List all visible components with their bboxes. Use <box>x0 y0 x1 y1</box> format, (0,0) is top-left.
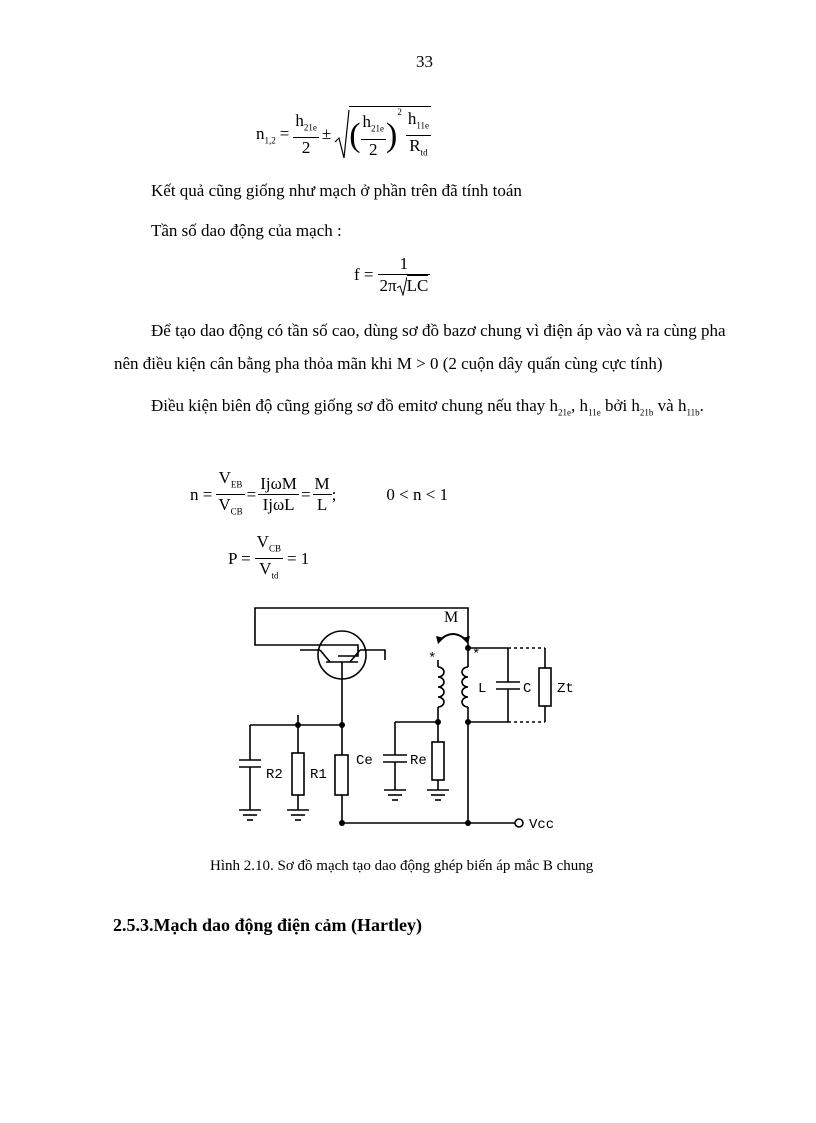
label-Vcc: Vcc <box>529 817 555 833</box>
r1-resistor <box>335 755 348 795</box>
formula1-den-b: 2 <box>369 139 378 159</box>
para4-c: bởi h <box>600 396 640 415</box>
label-M: M <box>444 609 459 626</box>
formula2-num: 1 <box>399 254 409 273</box>
sqrt-icon <box>334 108 350 160</box>
figure-caption: Hình 2.10. Sơ đồ mạch tạo dao động ghép biến áp mắc B chung <box>210 858 594 874</box>
paragraph-frequency: Tần số dao động của mạch : <box>151 221 342 240</box>
formula1-frac3 <box>406 109 431 163</box>
formula1-square: 2 <box>397 107 402 117</box>
formula4-num: V <box>256 532 269 551</box>
section-heading: 2.5.3.Mạch dao động điện cảm (Hartley) <box>113 915 422 935</box>
zt-load <box>539 668 551 706</box>
paragraph-high-freq-line1: Để tạo dao động có tần số cao, dùng sơ đồ bazơ chung vì điện áp vào và ra cùng pha <box>151 321 726 340</box>
label-R1: R1 <box>310 767 327 783</box>
label-Zt: Zt <box>557 681 574 697</box>
formula3-vcb-sub: CB <box>230 506 243 517</box>
formula3-semicolon: ; <box>331 484 337 504</box>
formula-p <box>228 532 309 586</box>
formula4-rhs: = 1 <box>286 548 310 568</box>
formula3-lhs: n = <box>190 484 213 504</box>
formula4-den-sub: td <box>271 570 279 581</box>
formula2-frac <box>378 254 431 296</box>
formula-n-ratio: n = $\frac{V_{EB}}{V_{CB}}$ = $\frac{\text{IjωM}}{\text{IjωL}}$ = $\frac{M}{L}$ ; 0 < n < 1 <box>190 468 448 522</box>
formula1-den: 2 <box>301 138 311 158</box>
para4-sub-b: 11e <box>588 407 601 418</box>
formula2-lhs: f = <box>354 265 374 284</box>
formula-n12: $n_{1,2}$ = $\frac{h_{21e}}{2}$ ± ( $\frac{h_{21e}}{2}$ ) 2 $\frac{h_{11e}}{R_{td}}$ <box>256 106 431 163</box>
label-R2: R2 <box>266 767 283 783</box>
formula3-vcb: V <box>218 495 231 515</box>
formula1-h11e-sub: 11e <box>416 120 430 131</box>
formula1-pm: ± <box>321 124 332 144</box>
page-number: 33 <box>416 52 433 71</box>
formula1-h21e-b: h <box>362 112 372 132</box>
formula1-rtd: R <box>409 136 421 156</box>
formula1-frac1 <box>293 111 319 158</box>
formula-frequency <box>354 254 430 296</box>
secondary-coil-icon <box>462 667 468 707</box>
formula2-den-root: LC <box>406 276 429 295</box>
star-primary: * <box>428 651 437 667</box>
formula3-den2: IjωL <box>262 495 295 515</box>
paragraph-high-freq-line2: nên điều kiện cân bằng pha thỏa mãn khi M > 0 (2 cuộn dây quấn cùng cực tính) <box>114 354 663 373</box>
formula4-num-sub: CB <box>268 543 281 554</box>
circuit-diagram <box>230 600 590 840</box>
formula1-h21e-sub: 21e <box>303 122 317 133</box>
para4-e: . <box>699 396 704 415</box>
formula3-num3: M <box>314 474 330 494</box>
label-Re: Re <box>410 753 427 769</box>
formula4-lhs: P = <box>228 548 251 568</box>
paragraph-result: Kết quả cũng giống như mạch ở phần trên đã tính toán <box>151 181 522 200</box>
sqrt-icon <box>397 276 407 296</box>
formula1-lhs-sub: 1,2 <box>264 135 276 146</box>
formula2-den-prefix: 2π <box>379 276 397 295</box>
paragraph-amplitude <box>151 395 704 423</box>
formula3-den3: L <box>316 495 328 515</box>
vcc-terminal <box>515 819 523 827</box>
para4-b: , h <box>571 396 589 415</box>
formula3-range: 0 < n < 1 <box>386 484 449 504</box>
label-Ce: Ce <box>356 753 373 769</box>
formula3-frac3 <box>313 474 332 515</box>
formula1-rtd-sub: td <box>420 147 428 158</box>
primary-coil-icon <box>438 667 444 707</box>
para4-sub-c: 21b <box>639 407 654 418</box>
star-secondary: * <box>472 647 481 663</box>
transistor-collector-lead <box>320 650 330 662</box>
formula4-frac <box>255 532 283 586</box>
formula1-h11e: h <box>407 109 417 128</box>
formula1-h21e: h <box>295 110 304 130</box>
formula3-veb-sub: EB <box>230 479 243 490</box>
formula3-num2: IjωM <box>260 474 297 494</box>
formula4-den: V <box>259 559 272 579</box>
formula3-frac2 <box>258 474 299 515</box>
para4-a: Điều kiện biên độ cũng giống sơ đồ emitơ chung nếu thay h <box>151 396 559 415</box>
formula1-frac2 <box>361 112 387 159</box>
feedback-wire <box>255 608 468 656</box>
formula1-lhs: n <box>256 123 265 143</box>
label-L: L <box>478 681 487 697</box>
formula1-h21e-sub-b: 21e <box>371 123 385 134</box>
para4-sub-a: 21e <box>558 407 572 418</box>
re-resistor <box>432 742 444 780</box>
label-C: C <box>523 681 532 697</box>
mutual-coupling-arrow-icon <box>440 634 466 640</box>
formula3-frac1 <box>216 468 244 522</box>
para4-sub-d: 11b <box>686 407 700 418</box>
para4-d: và h <box>653 396 687 415</box>
formula3-veb: V <box>218 468 231 487</box>
r2-resistor <box>292 753 304 795</box>
